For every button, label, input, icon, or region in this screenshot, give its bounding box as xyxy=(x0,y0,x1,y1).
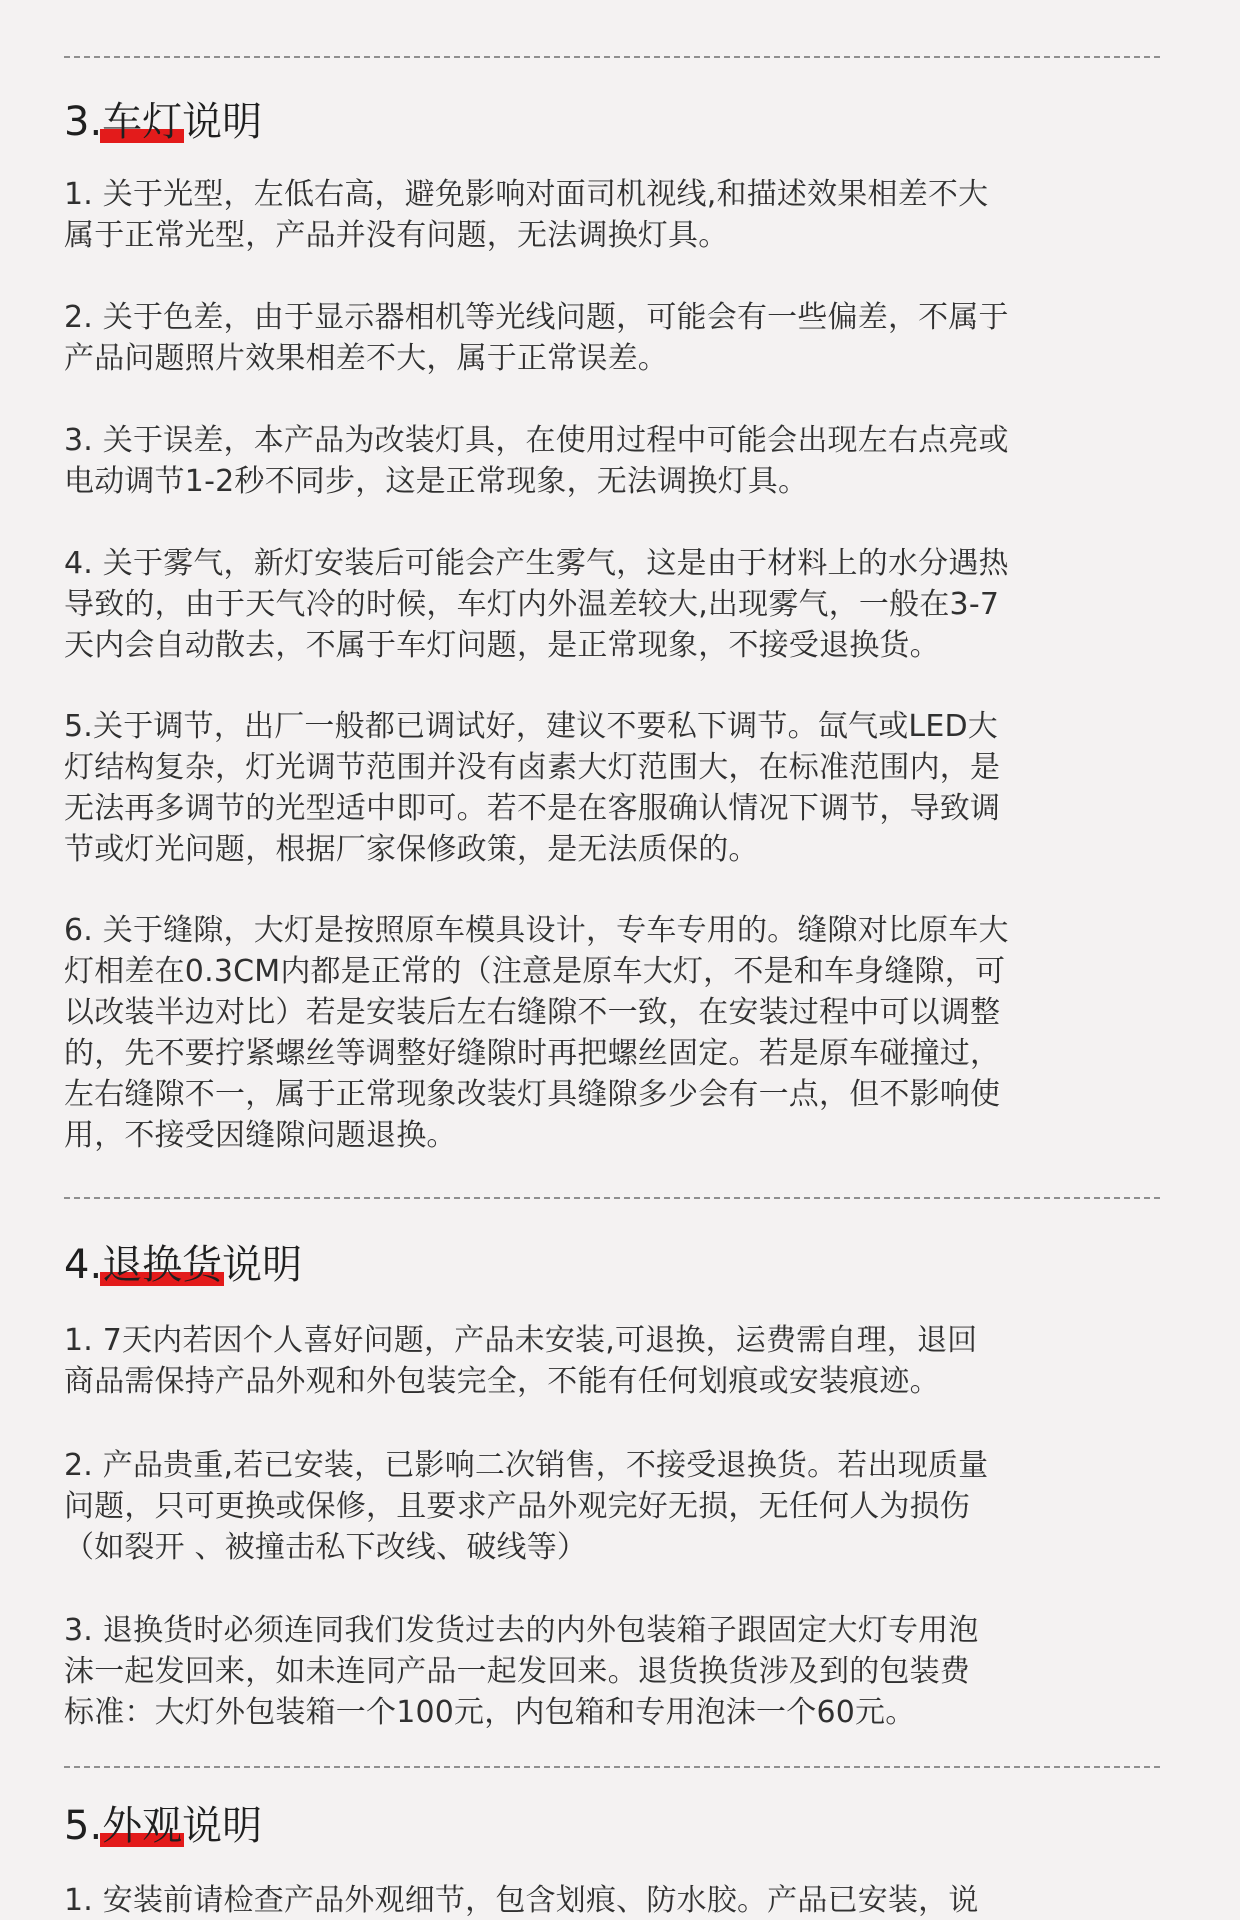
section-title-suffix: 说明 xyxy=(222,1242,303,1288)
paragraph-line: 以改装半边对比）若是安装后左右缝隙不一致，在安装过程中可以调整 xyxy=(64,995,1001,1030)
paragraph-line: 4. 关于雾气，新灯安装后可能会产生雾气，这是由于材料上的水分遇热 xyxy=(64,546,1009,581)
cropped-previous-text xyxy=(64,0,74,17)
paragraph-line: 的，先不要拧紧螺丝等调整好缝隙时再把螺丝固定。若是原车碰撞过， xyxy=(64,1036,1001,1071)
paragraph-line: 2. 关于色差，由于显示器相机等光线问题，可能会有一些偏差，不属于 xyxy=(64,300,1009,335)
paragraph-line: 1. 安装前请检查产品外观细节，包含划痕、防水胶。产品已安装，说 xyxy=(64,1883,979,1918)
returns-paragraph-1 xyxy=(64,1320,1174,1402)
paragraph-line: 6. 关于缝隙，大灯是按照原车模具设计，专车专用的。缝隙对比原车大 xyxy=(64,913,1009,948)
paragraph-line: 5.关于调节，出厂一般都已调试好，建议不要私下调节。氙气或LED大 xyxy=(64,709,998,744)
paragraph-line: 天内会自动散去，不属于车灯问题，是正常现象，不接受退换货。 xyxy=(64,628,940,663)
paragraph-line: 产品问题照片效果相差不大，属于正常误差。 xyxy=(64,341,668,376)
section-title-suffix: 说明 xyxy=(182,1803,263,1849)
section-title-highlight: 退换货 xyxy=(102,1242,223,1288)
returns-paragraph-3 xyxy=(64,1610,1174,1733)
paragraph-line: 1. 关于光型，左低右高，避免影响对面司机视线,和描述效果相差不大 xyxy=(64,177,989,212)
headlight-paragraph-5 xyxy=(64,706,1174,870)
paragraph-line: 左右缝隙不一，属于正常现象改装灯具缝隙多少会有一点，但不影响使 xyxy=(64,1077,1001,1112)
paragraph-line: 电动调节1-2秒不同步，这是正常现象，无法调换灯具。 xyxy=(64,464,809,499)
headlight-paragraph-3 xyxy=(64,420,1174,502)
paragraph-line: 节或灯光问题，根据厂家保修政策，是无法质保的。 xyxy=(64,832,759,867)
paragraph-line: 商品需保持产品外观和外包装完全，不能有任何划痕或安装痕迹。 xyxy=(64,1364,940,1399)
section-title-appearance xyxy=(64,1802,262,1850)
paragraph-line: 用，不接受因缝隙问题退换。 xyxy=(64,1118,457,1153)
returns-paragraph-2 xyxy=(64,1445,1174,1568)
section-title-headlight xyxy=(64,98,262,146)
headlight-paragraph-6 xyxy=(64,910,1174,1156)
paragraph-line: 导致的，由于天气冷的时候，车灯内外温差较大,出现雾气，一般在3-7 xyxy=(64,587,1000,622)
paragraph-line: 3. 关于误差，本产品为改装灯具，在使用过程中可能会出现左右点亮或 xyxy=(64,423,1009,458)
section-title-suffix: 说明 xyxy=(182,99,263,145)
section-divider xyxy=(64,1197,1160,1199)
paragraph-line: 标准：大灯外包装箱一个100元，内包箱和专用泡沫一个60元。 xyxy=(64,1695,916,1730)
headlight-paragraph-4 xyxy=(64,543,1174,666)
section-number: 5. xyxy=(64,1803,103,1849)
section-title-highlight: 车灯 xyxy=(102,99,183,145)
section-title-returns xyxy=(64,1241,302,1289)
paragraph-line: 灯结构复杂，灯光调节范围并没有卤素大灯范围大，在标准范围内，是 xyxy=(64,750,1001,785)
paragraph-line: 2. 产品贵重,若已安装，已影响二次销售，不接受退换货。若出现质量 xyxy=(64,1448,989,1483)
section-title-highlight: 外观 xyxy=(102,1803,183,1849)
section-number: 4. xyxy=(64,1242,103,1288)
paragraph-line: 1. 7天内若因个人喜好问题，产品未安装,可退换，运费需自理，退回 xyxy=(64,1323,978,1358)
section-number: 3. xyxy=(64,99,103,145)
section-divider xyxy=(64,1766,1160,1768)
section-divider xyxy=(64,56,1160,58)
paragraph-line: 灯相差在0.3CM内都是正常的（注意是原车大灯，不是和车身缝隙，可 xyxy=(64,954,1006,989)
paragraph-line: 3. 退换货时必须连同我们发货过去的内外包装箱子跟固定大灯专用泡 xyxy=(64,1613,979,1648)
paragraph-line: 沫一起发回来，如未连同产品一起发回来。退货换货涉及到的包装费 xyxy=(64,1654,970,1689)
paragraph-line: 属于正常光型，产品并没有问题，无法调换灯具。 xyxy=(64,218,729,253)
paragraph-line: 问题，只可更换或保修，且要求产品外观完好无损，无任何人为损伤 xyxy=(64,1489,970,1524)
paragraph-line: （如裂开 、被撞击私下改线、破线等） xyxy=(64,1530,588,1565)
appearance-paragraph-1 xyxy=(64,1880,1174,1920)
headlight-paragraph-1 xyxy=(64,174,1174,256)
headlight-paragraph-2 xyxy=(64,297,1174,379)
paragraph-line: 无法再多调节的光型适中即可。若不是在客服确认情况下调节，导致调 xyxy=(64,791,1001,826)
